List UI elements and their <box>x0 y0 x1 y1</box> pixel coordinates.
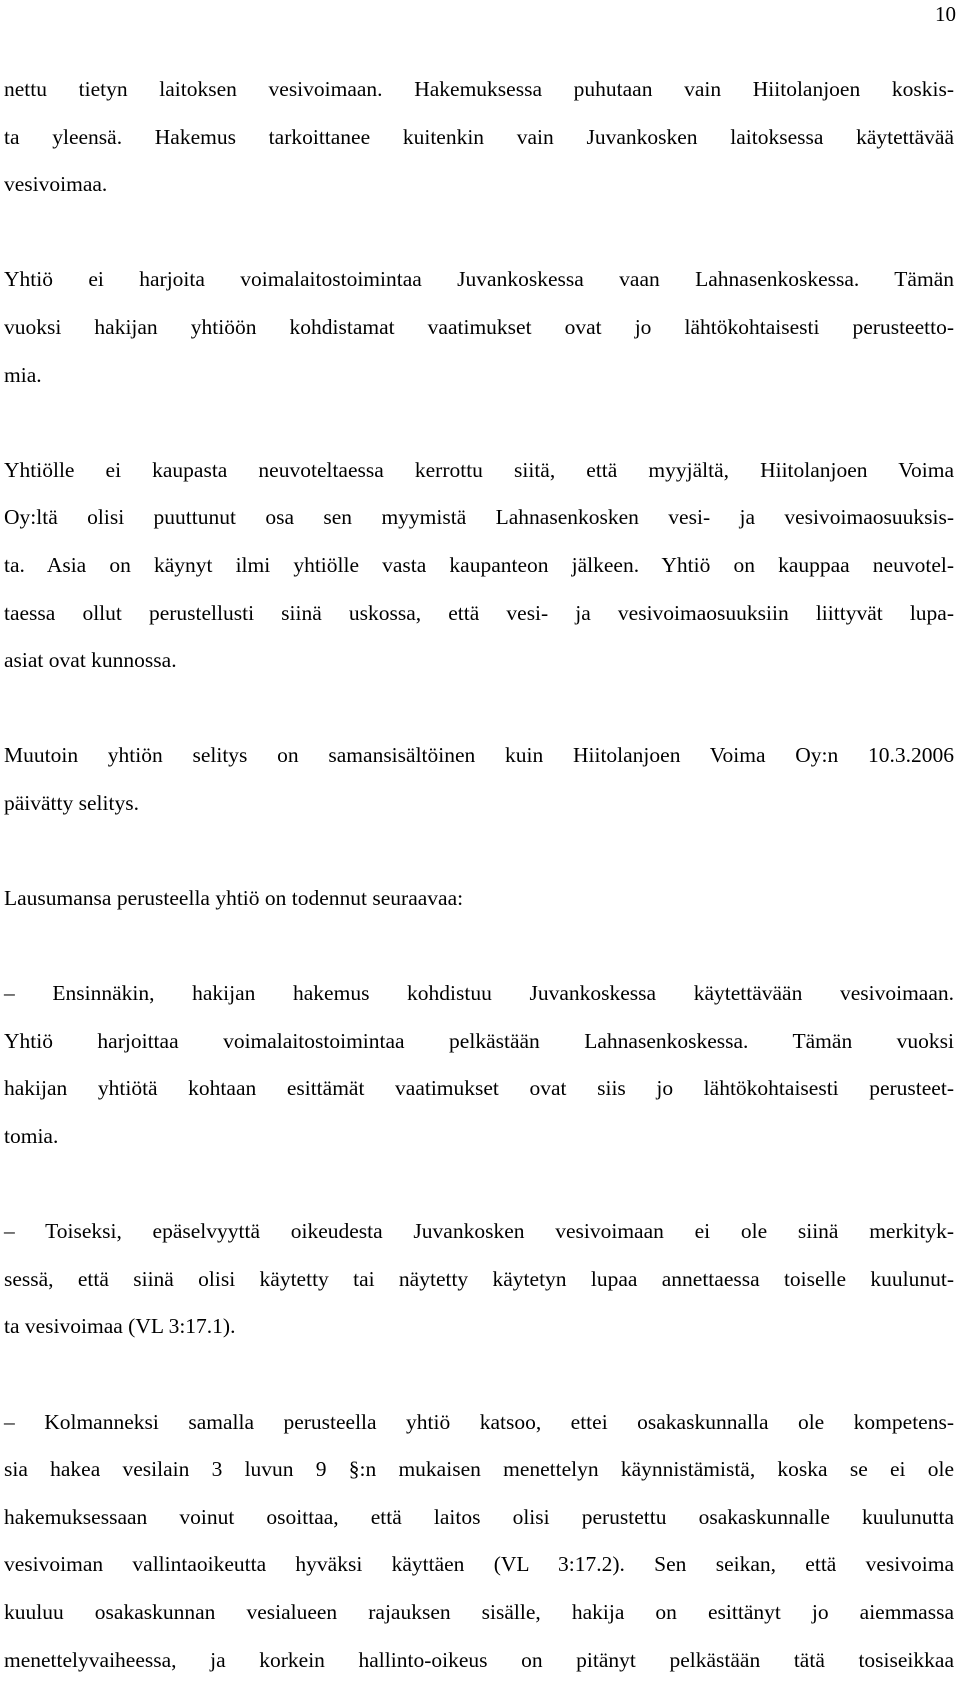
text-line: – Ensinnäkin, hakijan hakemus kohdistuu Juvankoskessa käytettävään vesivoimaan. <box>4 981 954 1006</box>
text-line: Muutoin yhtiön selitys on samansisältöinen kuin Hiitolanjoen Voima Oy:n 10.3.2006 <box>4 743 954 768</box>
text-line: sia hakea vesilain 3 luvun 9 §:n mukaisen menettelyn käynnistämistä, koska se ei ole <box>4 1457 954 1482</box>
list-item-2 <box>4 1208 954 1351</box>
document-body <box>4 66 954 1684</box>
text-line: Yhtiö ei harjoita voimalaitostoimintaa Juvankoskessa vaan Lahnasenkoskessa. Tämän <box>4 267 954 292</box>
text-line: taessa ollut perustellusti siinä uskossa, että vesi- ja vesivoimaosuuksiin liittyvät lupa- <box>4 600 954 625</box>
paragraph-4 <box>4 732 954 827</box>
text-line: mia. <box>4 362 42 387</box>
text-line: sessä, että siinä olisi käytetty tai näytetty käytetyn lupaa annettaessa toiselle kuulunut- <box>4 1266 954 1291</box>
text-line: Oy:ltä olisi puuttunut osa sen myymistä Lahnasenkosken vesi- ja vesivoimaosuuksis- <box>4 505 954 530</box>
page-number: 10 <box>935 2 956 26</box>
text-line: nettu tietyn laitoksen vesivoimaan. Hakemuksessa puhutaan vain Hiitolanjoen koskis- <box>4 77 954 101</box>
paragraph-2 <box>4 256 954 399</box>
list-item-3 <box>4 1399 954 1684</box>
text-line: ta. Asia on käynyt ilmi yhtiölle vasta kaupanteon jälkeen. Yhtiö on kauppaa neuvotel- <box>4 552 954 577</box>
paragraph-1 <box>4 66 954 209</box>
text-line: Yhtiö harjoittaa voimalaitostoimintaa pelkästään Lahnasenkoskessa. Tämän vuoksi <box>4 1028 954 1053</box>
text-line: ta yleensä. Hakemus tarkoittanee kuitenkin vain Juvankosken laitoksessa käytettävää <box>4 124 954 149</box>
text-line: asiat ovat kunnossa. <box>4 648 177 673</box>
text-line: – Toiseksi, epäselvyyttä oikeudesta Juvankosken vesivoimaan ei ole siinä merkityk- <box>4 1219 954 1244</box>
text-line: Yhtiölle ei kaupasta neuvoteltaessa kerrottu siitä, että myyjältä, Hiitolanjoen Voima <box>4 457 954 482</box>
text-line: ta vesivoimaa (VL 3:17.1). <box>4 1314 236 1339</box>
text-line: tomia. <box>4 1124 59 1149</box>
text-line: kuuluu osakaskunnan vesialueen rajauksen sisälle, hakija on esittänyt jo aiemmassa <box>4 1600 954 1624</box>
text-line: vuoksi hakijan yhtiöön kohdistamat vaatimukset ovat jo lähtökohtaisesti perusteetto- <box>4 314 954 339</box>
text-line: vesivoimaa. <box>4 172 108 197</box>
text-line: Lausumansa perusteella yhtiö on todennut seuraavaa: <box>4 886 464 911</box>
text-line: päivätty selitys. <box>4 790 139 815</box>
list-item-1 <box>4 970 954 1160</box>
text-line: hakijan yhtiötä kohtaan esittämät vaatimukset ovat siis jo lähtökohtaisesti perusteet- <box>4 1076 954 1101</box>
text-line: – Kolmanneksi samalla perusteella yhtiö katsoo, ettei osakaskunnalla ole kompetens- <box>4 1409 954 1434</box>
text-line: menettelyvaiheessa, ja korkein hallinto-oikeus on pitänyt pelkästään tätä tosiseikkaa <box>4 1647 954 1672</box>
paragraph-5 <box>4 875 954 923</box>
text-line: vesivoiman vallintaoikeutta hyväksi käyttäen (VL 3:17.2). Sen seikan, että vesivoima <box>4 1552 954 1577</box>
text-line: hakemuksessaan voinut osoittaa, että laitos olisi perustettu osakaskunnalle kuulunutta <box>4 1504 954 1529</box>
paragraph-3 <box>4 447 954 685</box>
